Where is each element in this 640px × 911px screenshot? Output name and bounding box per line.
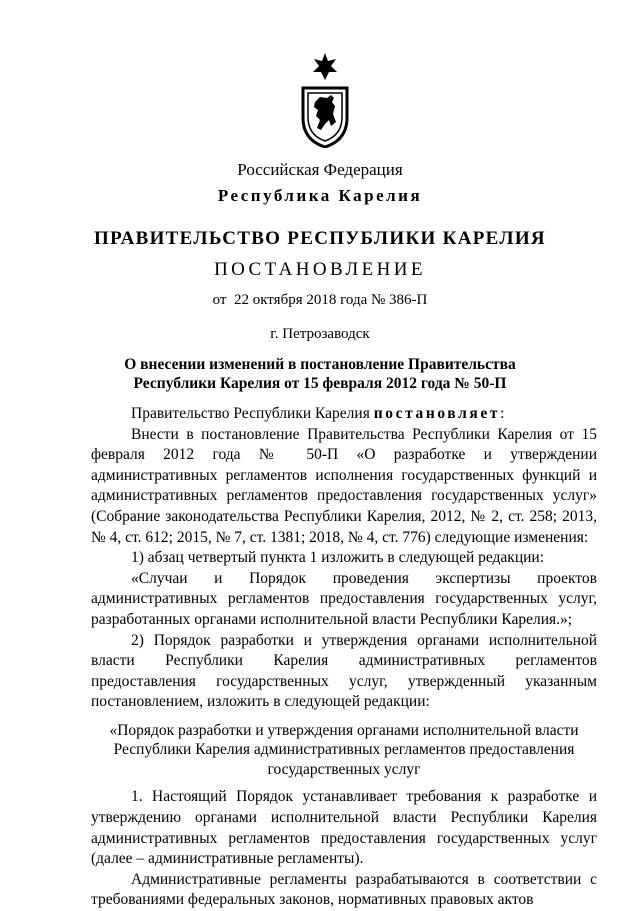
document-body — [91, 404, 597, 911]
procedure-title-line-3: государственных услуг — [267, 760, 421, 778]
paragraph: 1. Настоящий Порядок устанавливает требования к разработке и утверждению органами исполнительной власти Республики Карелия административных регламентов предоставления государственных услуг (далее – административные регламенты). — [91, 788, 597, 868]
star-icon — [313, 53, 337, 80]
coat-of-arms-icon — [300, 52, 350, 148]
document-city: г. Петрозаводск — [270, 326, 370, 342]
government-title: ПРАВИТЕЛЬСТВО РЕСПУБЛИКИ КАРЕЛИЯ — [94, 228, 546, 249]
procedure-title — [91, 721, 597, 780]
subject-line-1: О внесении изменений в постановление Правительства — [124, 356, 516, 373]
paragraph: 1) абзац четвертый пункта 1 изложить в следующей редакции: — [131, 549, 545, 567]
document-subject — [0, 355, 640, 393]
paragraph: «Случаи и Порядок проведения экспертизы проектов административных регламентов предоставления государственных услуг, разработанных органами исполнительной власти Республики Карелия.»; — [91, 569, 597, 628]
procedure-title-line-1: «Порядок разработки и утверждения органами исполнительной власти — [109, 721, 579, 739]
paragraph: 2) Порядок разработки и утверждения органами исполнительной власти Республики Карелия административных регламентов предоставления государственных услуг, утвержденный указанным постановлением, изложить в следующей редакции: — [91, 631, 597, 711]
paragraph: Внести в постановление Правительства Республики Карелия от 15 февраля 2012 года № 50-П «О разработке и утверждении административных регламентов исполнения государственных функций и административных регламентов предоставления государственных услуг» (Собрание законодательства Республики Карелия, 2012, № 2, ст. 258; 2013, № 4, ст. 612; 2015, № 7, ст. 1381; 2018, № 4, ст. 776) следующие изменения: — [91, 425, 597, 546]
country-name: Российская Федерация — [237, 160, 403, 179]
procedure-title-line-2: Республики Карелия административных регламентов предоставления — [113, 741, 575, 759]
paragraph-resolution — [91, 404, 597, 425]
paragraph: Административные регламенты разрабатываются в соответствии с требованиями федеральных законов, нормативных правовых актов — [91, 870, 597, 909]
republic-name: Республика Карелия — [217, 186, 423, 205]
resolution-keyword: постановляет — [373, 405, 501, 422]
resolution-text: Правительство Республики Карелия — [131, 405, 374, 422]
document-type: ПОСТАНОВЛЕНИЕ — [214, 259, 426, 280]
subject-line-2: Республики Карелия от 15 февраля 2012 года № 50-П — [133, 375, 507, 392]
document-date: от 22 октября 2018 года № 386-П — [212, 292, 428, 308]
resolution-colon: : — [500, 405, 505, 422]
